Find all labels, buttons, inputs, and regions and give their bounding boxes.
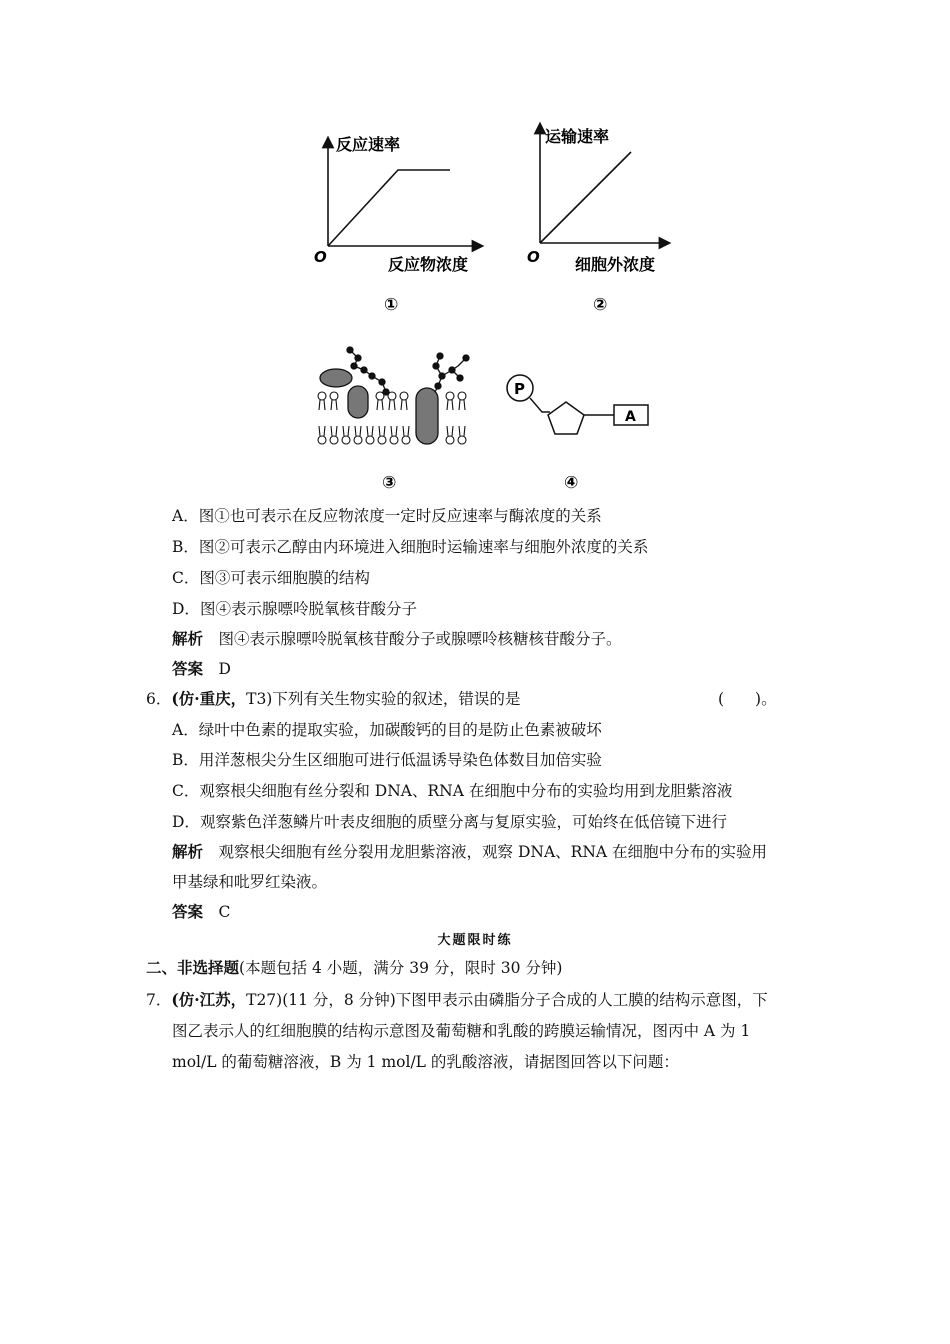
pentose-sugar <box>548 402 584 434</box>
q6-option-c: C．观察根尖细胞有丝分裂和 DNA、RNA 在细胞中分布的实验均用到龙胆紫溶液 <box>172 782 733 800</box>
figure-caption: ④ <box>564 473 579 493</box>
figure-caption: ① <box>384 295 399 315</box>
q6-answer: 答案 C <box>172 902 231 921</box>
figure-caption: ③ <box>382 473 397 493</box>
x-axis-label: 细胞外浓度 <box>575 255 656 274</box>
q6-analysis-line-1: 解析 观察根尖细胞有丝分裂用龙胆紫溶液，观察 DNA、RNA 在细胞中分布的实验用 <box>172 842 767 861</box>
glycocalyx-chain-right <box>433 353 469 394</box>
transmembrane-protein <box>416 388 438 444</box>
y-axis-label: 运输速率 <box>545 127 610 146</box>
figure-4-nucleotide <box>500 368 660 496</box>
origin-label: O <box>527 248 540 266</box>
rate-line <box>540 152 631 243</box>
q6-analysis-line-2: 甲基绿和吡罗红染液。 <box>172 873 328 891</box>
embedded-protein <box>348 386 368 418</box>
peripheral-protein <box>320 369 352 387</box>
figure-caption: ② <box>593 295 608 315</box>
x-axis-label: 反应物浓度 <box>388 255 469 274</box>
q6-stem: 6．(仿·重庆，T3)下列有关生物实验的叙述，错误的是 <box>146 689 521 708</box>
q6-option-d: D．观察紫色洋葱鳞片叶表皮细胞的质壁分离与复原实验，可始终在低倍镜下进行 <box>172 813 727 831</box>
q5-analysis: 解析 图④表示腺嘌呤脱氧核苷酸分子或腺嘌呤核糖核苷酸分子。 <box>172 629 622 648</box>
q5-option-b: B．图②可表示乙醇由内环境进入细胞时运输速率与细胞外浓度的关系 <box>172 538 649 556</box>
section-title: 二、非选择题(本题包括 4 小题，满分 39 分，限时 30 分钟) <box>146 958 563 977</box>
figure-1-reaction-rate-graph <box>300 128 500 318</box>
q6-option-b: B．用洋葱根尖分生区细胞可进行低温诱导染色体数目加倍实验 <box>172 751 602 769</box>
base-label: A <box>625 409 636 425</box>
y-axis-label: 反应速率 <box>336 135 401 154</box>
q5-answer: 答案 D <box>172 659 231 678</box>
phospholipid-bilayer <box>318 392 466 444</box>
figure-3-cell-membrane <box>312 340 482 495</box>
q7-line-2: 图乙表示人的红细胞膜的结构示意图及葡萄糖和乳酸的跨膜运输情况，图丙中 A 为 1 <box>172 1022 751 1040</box>
phosphate-label: P <box>514 380 525 398</box>
q5-option-a: A．图①也可表示在反应物浓度一定时反应速率与酶浓度的关系 <box>172 507 602 525</box>
q7-line-1: 7．(仿·江苏，T27)(11 分，8 分钟)下图甲表示由磷脂分子合成的人工膜的结构示意图，下 <box>146 990 768 1009</box>
q5-option-c: C．图③可表示细胞膜的结构 <box>172 569 370 587</box>
q6-option-a: A．绿叶中色素的提取实验，加碳酸钙的目的是防止色素被破坏 <box>172 721 602 739</box>
origin-label: O <box>314 248 327 266</box>
q6-answer-bracket: ( )。 <box>718 690 777 708</box>
q5-option-d: D．图④表示腺嘌呤脱氧核苷酸分子 <box>172 600 417 618</box>
rate-curve <box>328 170 450 246</box>
phosphate-bond <box>530 398 550 412</box>
section-heading: 大题限时练 <box>437 933 513 948</box>
figure-2-transport-rate-graph <box>515 118 715 318</box>
q7-line-3: mol/L 的葡萄糖溶液，B 为 1 mol/L 的乳酸溶液，请据图回答以下问题： <box>172 1053 679 1071</box>
